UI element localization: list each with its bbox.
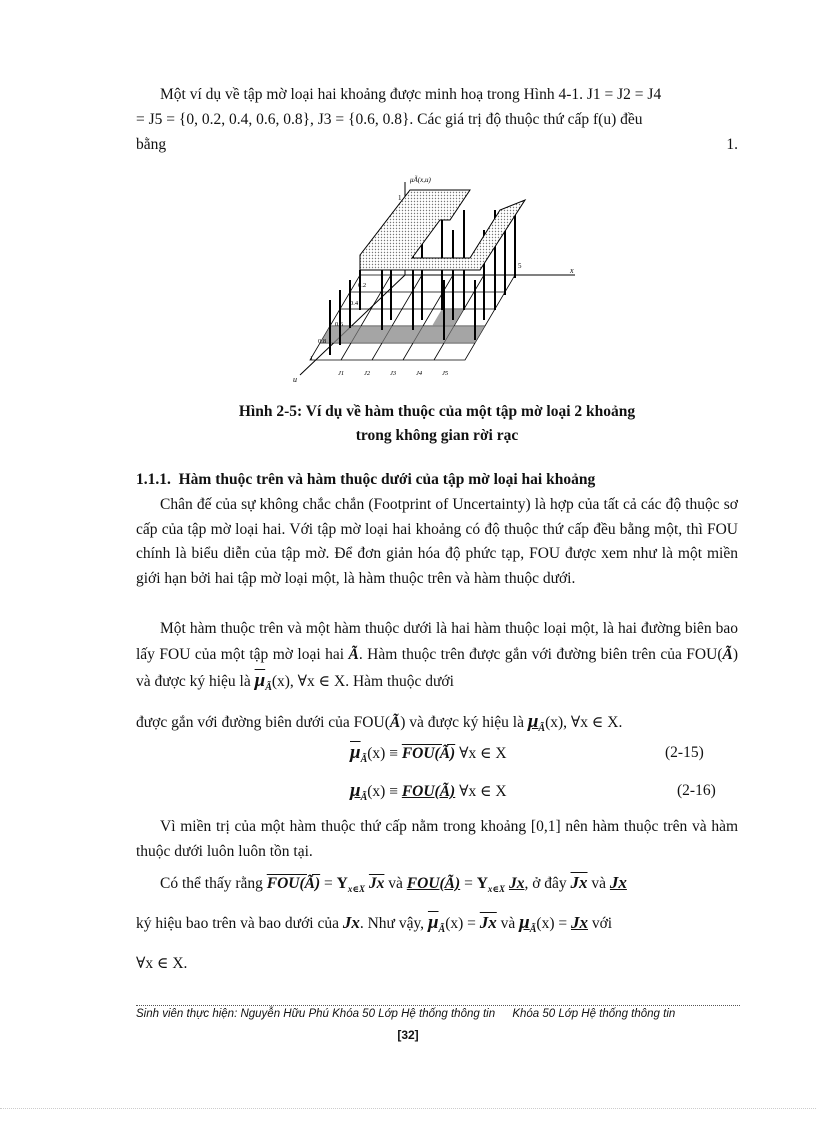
footer-author: Sinh viên thực hiện: Nguyễn Hữu Phú Khóa 50 Lớp Hệ thống thông tin	[136, 1008, 496, 1020]
u-ticks	[310, 282, 366, 362]
eq1-rhs: FOU(Ã)	[401, 745, 456, 762]
p3-text-d: (x), ∀x ∈ X. Hàm thuộc dưới	[271, 673, 454, 690]
caption-line-2: trong không gian rời rạc	[355, 427, 519, 444]
intro-line-2: = J5 = {0, 0.2, 0.4, 0.6, 0.8}, J3 = {0.6, 0.8}. Các giá trị độ thuộc thứ cấp f(u) đều	[136, 111, 643, 128]
p3-text-b: . Hàm thuộc trên được gắn với đường biên trên của FOU(	[358, 646, 723, 663]
p5-mu-upper: $\overline{\mu}$	[427, 912, 439, 934]
p5-fou-upper: FOU(Ã)	[266, 875, 321, 892]
p3-text-c: ) và được ký hiệu là	[136, 646, 738, 690]
p3-text-e: được gắn với đường biên dưới của FOU(	[136, 714, 390, 732]
mu-subscript: Ã	[538, 723, 546, 735]
p5-eq: =	[324, 875, 333, 892]
p5-text-c: . Như vậy,	[359, 915, 425, 933]
eq1-sub: Ã	[360, 754, 368, 766]
p5-x-eq: (x) =	[445, 915, 476, 933]
eq1-condition: ∀x ∈ X	[459, 745, 507, 762]
eq1-lhs: (x) ≡	[367, 745, 398, 762]
p5-text-a: Có thể thấy rằng	[160, 875, 263, 892]
p5-union: Υ	[476, 875, 488, 892]
p5-jx-lower: Jx	[508, 875, 525, 892]
p3-sym-a: Ã	[389, 714, 401, 732]
p5-sub: x∈X	[487, 884, 506, 895]
p3-sym-a: Ã	[722, 646, 733, 663]
p5-jx-upper-3: $\overline{Jx}$	[479, 913, 497, 933]
p5-jx-lower-3: Jx	[570, 913, 588, 933]
u-tick: 0.8	[318, 338, 327, 345]
u-tick: 0.2	[358, 282, 367, 289]
intro-line-3-right: 1.	[726, 136, 738, 153]
p5-and: và	[591, 875, 607, 892]
p5-jx-upper-2: $\overline{Jx}$	[570, 873, 588, 892]
eq2-condition: ∀x ∈ X	[459, 783, 507, 800]
u-axis-label: u	[293, 375, 297, 384]
p5-mu-sub: Ã	[529, 924, 537, 936]
x-axis-label: x	[570, 266, 574, 275]
eq2-lhs: (x) ≡	[367, 783, 398, 800]
equation-number-1: (2-15)	[665, 744, 704, 761]
mu-subscript: Ã	[265, 682, 272, 694]
p3-sym-a: Ã	[348, 646, 359, 663]
j-label: J5	[442, 370, 449, 377]
eq2-mu: μ	[350, 780, 361, 801]
footer	[136, 1008, 740, 1020]
upper-lower-paragraph	[136, 616, 738, 742]
u-tick: 1	[310, 355, 314, 362]
p5-end: ∀x ∈ X.	[136, 955, 188, 973]
axis-top-label: μÃ(x,u)	[410, 176, 431, 184]
intro-line-3	[136, 132, 738, 157]
section-heading	[136, 467, 738, 492]
j-label: J2	[364, 370, 371, 377]
j-labels	[338, 370, 449, 377]
p5-union: Υ	[336, 875, 348, 892]
intro-paragraph	[136, 82, 738, 157]
j-label: J3	[390, 370, 397, 377]
fou-cells	[320, 309, 485, 343]
bound-paragraph	[136, 866, 738, 981]
footer-class: Khóa 50 Lớp Hệ thống thông tin	[512, 1008, 676, 1020]
p5-sub: x∈X	[347, 884, 366, 895]
section-number: 1.1.1.	[136, 471, 171, 488]
intro-line-1: Một ví dụ về tập mờ loại hai khoảng được minh hoạ trong Hình 4-1. J1 = J2 = J4	[160, 86, 662, 103]
page-bottom-rule	[0, 1108, 816, 1109]
p5-and: và	[500, 915, 516, 933]
eq2-sub: Ã	[360, 792, 368, 804]
equation-2-16	[350, 780, 507, 803]
equation-number-2: (2-16)	[677, 782, 716, 799]
tick-1: 1	[398, 194, 402, 202]
p3-text-g: (x), ∀x ∈ X.	[545, 714, 623, 732]
p5-mu-lower: μ	[519, 912, 530, 934]
section-title: Hàm thuộc trên và hàm thuộc dưới của tập mờ loại hai khoảng	[178, 471, 596, 488]
lower-mu-symbol: μ	[527, 711, 539, 733]
p5-here: , ở đây	[524, 875, 567, 892]
figure-caption	[136, 400, 738, 448]
p5-text-b: ký hiệu bao trên và bao dưới của	[136, 915, 339, 933]
p5-fou-lower: FOU(Ã)	[406, 875, 461, 892]
p5-and: và	[388, 875, 403, 892]
figure-interval-type2-fuzzy-set	[290, 170, 590, 390]
intro-line-3-left: bằng	[136, 136, 167, 153]
caption-line-1: Hình 2-5: Ví dụ về hàm thuộc của một tập mờ loại 2 khoảng	[238, 403, 636, 420]
p5-with: với	[591, 915, 613, 933]
p5-x-eq: (x) =	[536, 915, 568, 933]
page-number: [32]	[397, 1028, 419, 1042]
fou-paragraph: Chân đế của sự không chắc chắn (Footprint of Uncertainty) là hợp của tất cả các độ thuộc sơ cấp của tập mờ loại hai. Với tập mờ loại hai khoảng có độ thuộc thứ cấp đều bằng một, thì FOU chính là biểu diễn của tập mờ. Để đơn giản hóa độ phức tạp, FOU được xem như là một miền giới hạn bởi hai tập mờ loại một, là hàm thuộc trên và hàm thuộc dưới.	[136, 496, 738, 587]
equation-2-15	[350, 742, 507, 765]
p5-mu-sub: Ã	[438, 924, 446, 936]
u-tick: 0.4	[350, 300, 359, 307]
p5-jx-lower-2: Jx	[609, 873, 627, 892]
p5-jx-upper: $\overline{Jx}$	[368, 875, 385, 892]
existence-paragraph: Vì miền trị của một hàm thuộc thứ cấp nằm trong khoảng [0,1] nên hàm thuộc trên và hàm thuộc dưới luôn luôn tồn tại.	[136, 818, 738, 860]
eq1-mu: $\overline{\mu}$	[350, 742, 361, 763]
upper-mu-symbol: $\overline{\mu}$	[254, 670, 266, 691]
eq2-rhs: FOU(Ã)	[401, 783, 456, 800]
p3-text-a: Một hàm thuộc trên và một hàm thuộc dưới là hai hàm thuộc loại một, là hai đường biên bao lấy FOU của một tập mờ loại hai	[136, 620, 738, 663]
tick-5: 5	[518, 262, 522, 270]
j-label: J4	[416, 370, 423, 377]
p5-eq: =	[464, 875, 473, 892]
p5-jx: Jx	[342, 913, 360, 933]
u-tick: 0.6	[335, 321, 344, 328]
footer-rule	[136, 1005, 740, 1006]
p3-text-f: ) và được ký hiệu là	[400, 714, 524, 732]
j-label: J1	[338, 370, 345, 377]
